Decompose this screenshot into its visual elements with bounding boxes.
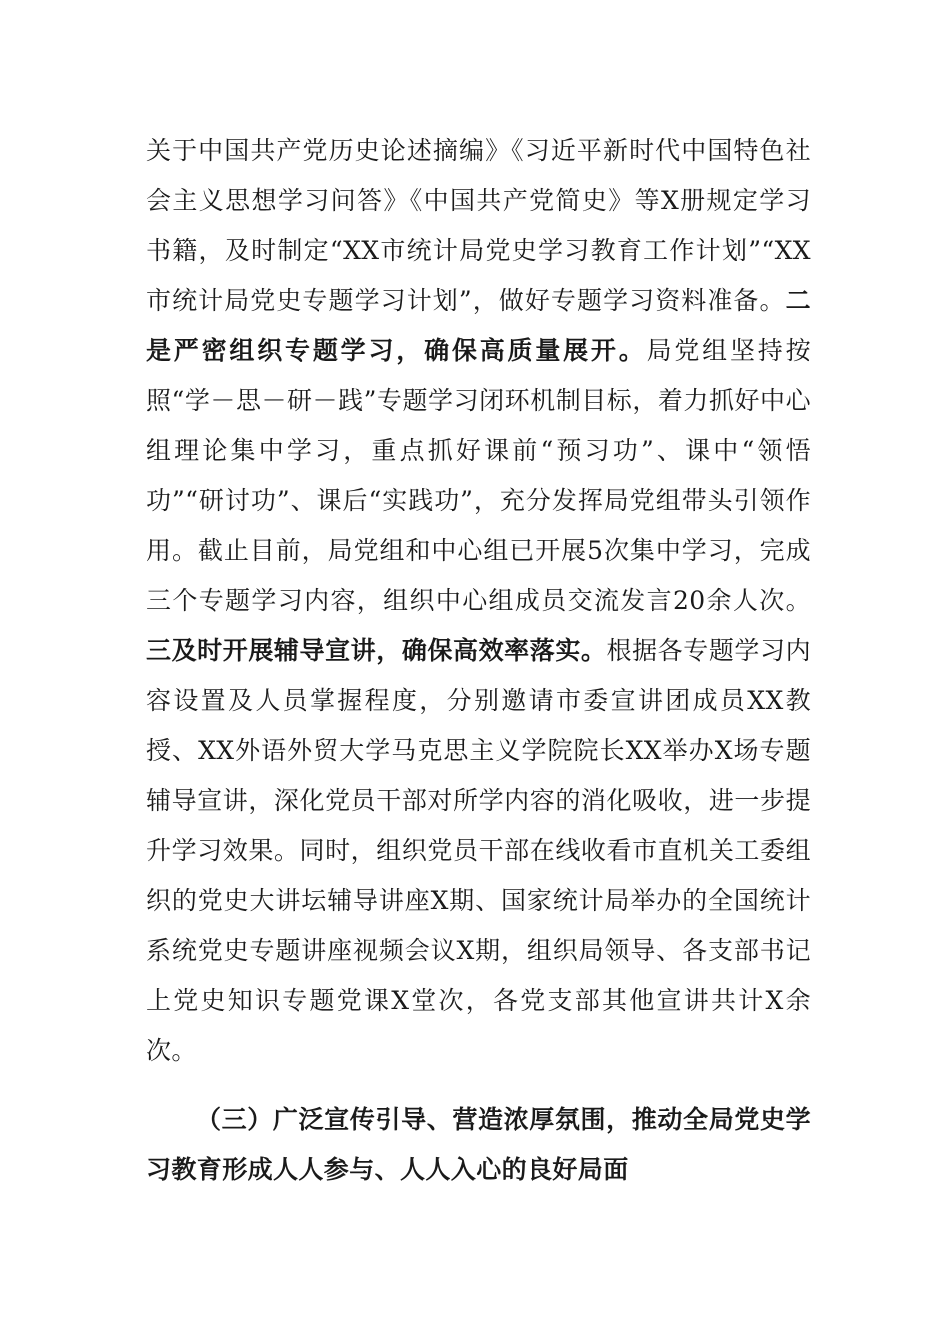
section-heading: （三）广泛宣传引导、营造浓厚氛围，推动全局党史学习教育形成人人参与、人人入心的良好局面 — [146, 1105, 811, 1184]
subheading-three: 三及时开展辅导宣讲，确保高效率落实。 — [146, 636, 607, 665]
subheading-two: 二是严密组织专题学习，确保高质量展开。 — [146, 286, 811, 365]
paragraph-text: 关于中国共产党历史论述摘编》《习近平新时代中国特色社会主义思想学习问答》《中国共产党简史》等X册规定学习书籍，及时制定“XX市统计局党史学习教育工作计划”“XX市统计局党史专题学习计划”，做好专题学习资料准备。 — [146, 136, 811, 315]
paragraph-text: 根据各专题学习内容设置及人员掌握程度，分别邀请市委宣讲团成员XX教授、XX外语外贸大学马克思主义学院院长XX举办X场专题辅导宣讲，深化党员干部对所学内容的消化吸收，进一步提升学习效果。同时，组织党员干部在线收看市直机关工委组织的党史大讲坛辅导讲座X期、国家统计局举办的全国统计系统党史专题讲座视频会议X期，组织局领导、各支部书记上党史知识专题党课X堂次，各党支部其他宣讲共计X余次。 — [146, 636, 812, 1065]
body-paragraph — [146, 126, 811, 1076]
paragraph-text: 局党组坚持按照“学－思－研－践”专题学习闭环机制目标，着力抓好中心组理论集中学习，重点抓好课前“预习功”、课中“领悟功”“研讨功”、课后“实践功”，充分发挥局党组带头引领作用。截止目前，局党组和中心组已开展5次集中学习，完成三个专题学习内容，组织中心组成员交流发言20余人次。 — [146, 336, 812, 615]
